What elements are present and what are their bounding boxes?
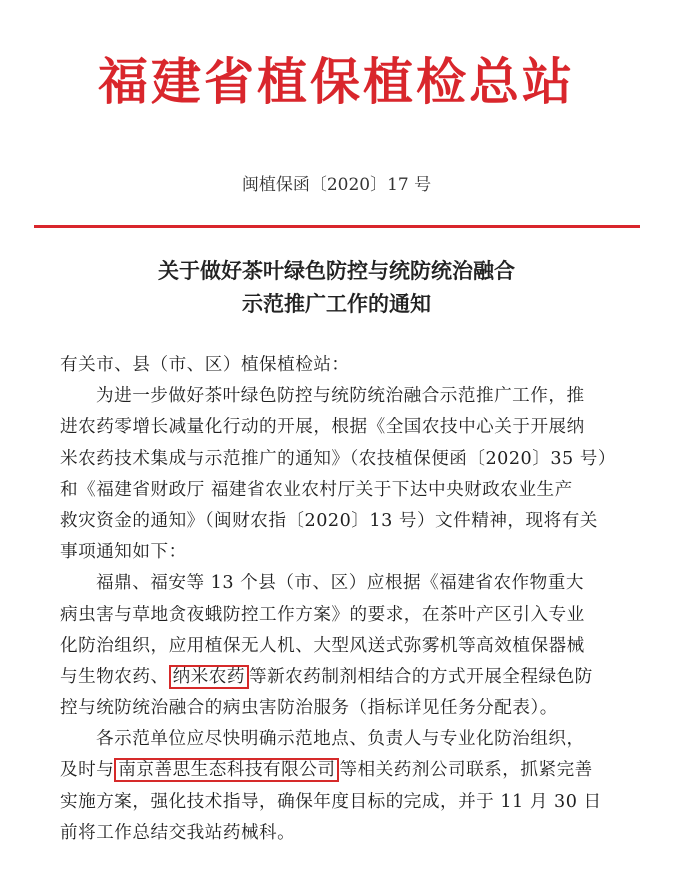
notice-subject <box>0 254 673 320</box>
paragraph-2-line-1: 福鼎、福安等 13 个县（市、区）应根据《福建省农作物重大 <box>96 573 584 594</box>
paragraph-2-line-4 <box>60 662 620 693</box>
paragraph-3-line-4: 前将工作总结交我站药械科。 <box>60 822 296 843</box>
notice-body <box>60 350 620 849</box>
highlight-box-nano-pesticide: 纳米农药 <box>169 665 249 689</box>
paragraph-2-line-2: 病虫害与草地贪夜蛾防控工作方案》的要求，在茶叶产区引入专业 <box>60 604 585 625</box>
paragraph-1-line-2: 进农药零增长减量化行动的开展，根据《全国农技中心关于开展纳 <box>60 417 585 438</box>
paragraph-1-line-6: 事项通知如下： <box>60 542 187 563</box>
paragraph-1-line-3: 米农药技术集成与示范推广的通知》（农技植保便函〔2020〕35 号） <box>60 448 616 469</box>
highlight-box-company: 南京善思生态科技有限公司 <box>114 758 339 782</box>
text-segment: 等相关药剂公司联系，抓紧完善 <box>339 760 593 781</box>
subject-line-2: 示范推广工作的通知 <box>242 291 431 316</box>
text-segment: 及时与 <box>60 760 115 781</box>
text-segment: 等新农药制剂相结合的方式开展全程绿色防 <box>248 666 593 687</box>
paragraph-3-line-1: 各示范单位应尽快明确示范地点、负责人与专业化防治组织， <box>96 729 585 750</box>
paragraph-1-line-5: 救灾资金的通知》（闽财农指〔2020〕13 号）文件精神，现将有关 <box>60 510 598 531</box>
salutation: 有关市、县（市、区）植保植检站： <box>60 355 350 375</box>
paragraph-3-line-3: 实施方案，强化技术指导，确保年度目标的完成，并于 11 月 30 日 <box>60 791 602 812</box>
paragraph-2-line-3: 化防治组织，应用植保无人机、大型风送式弥雾机等高效植保器械 <box>60 635 585 656</box>
text-segment: 与生物农药、 <box>60 666 169 687</box>
paragraph-1-line-1: 为进一步做好茶叶绿色防控与统防统治融合示范推广工作，推 <box>96 386 585 407</box>
header-divider <box>34 225 640 228</box>
paragraph-1-line-4: 和《福建省财政厅 福建省农业农村厅关于下达中央财政农业生产 <box>60 479 573 500</box>
paragraph-3-line-2 <box>60 755 620 786</box>
subject-line-1: 关于做好茶叶绿色防控与统防统治融合 <box>158 258 515 283</box>
document-number: 闽植保函〔2020〕17 号 <box>241 175 432 195</box>
org-title: 福建省植保植检总站 <box>98 52 575 111</box>
paragraph-2-line-5: 控与统防统治融合的病虫害防治服务（指标详见任务分配表）。 <box>60 698 558 719</box>
